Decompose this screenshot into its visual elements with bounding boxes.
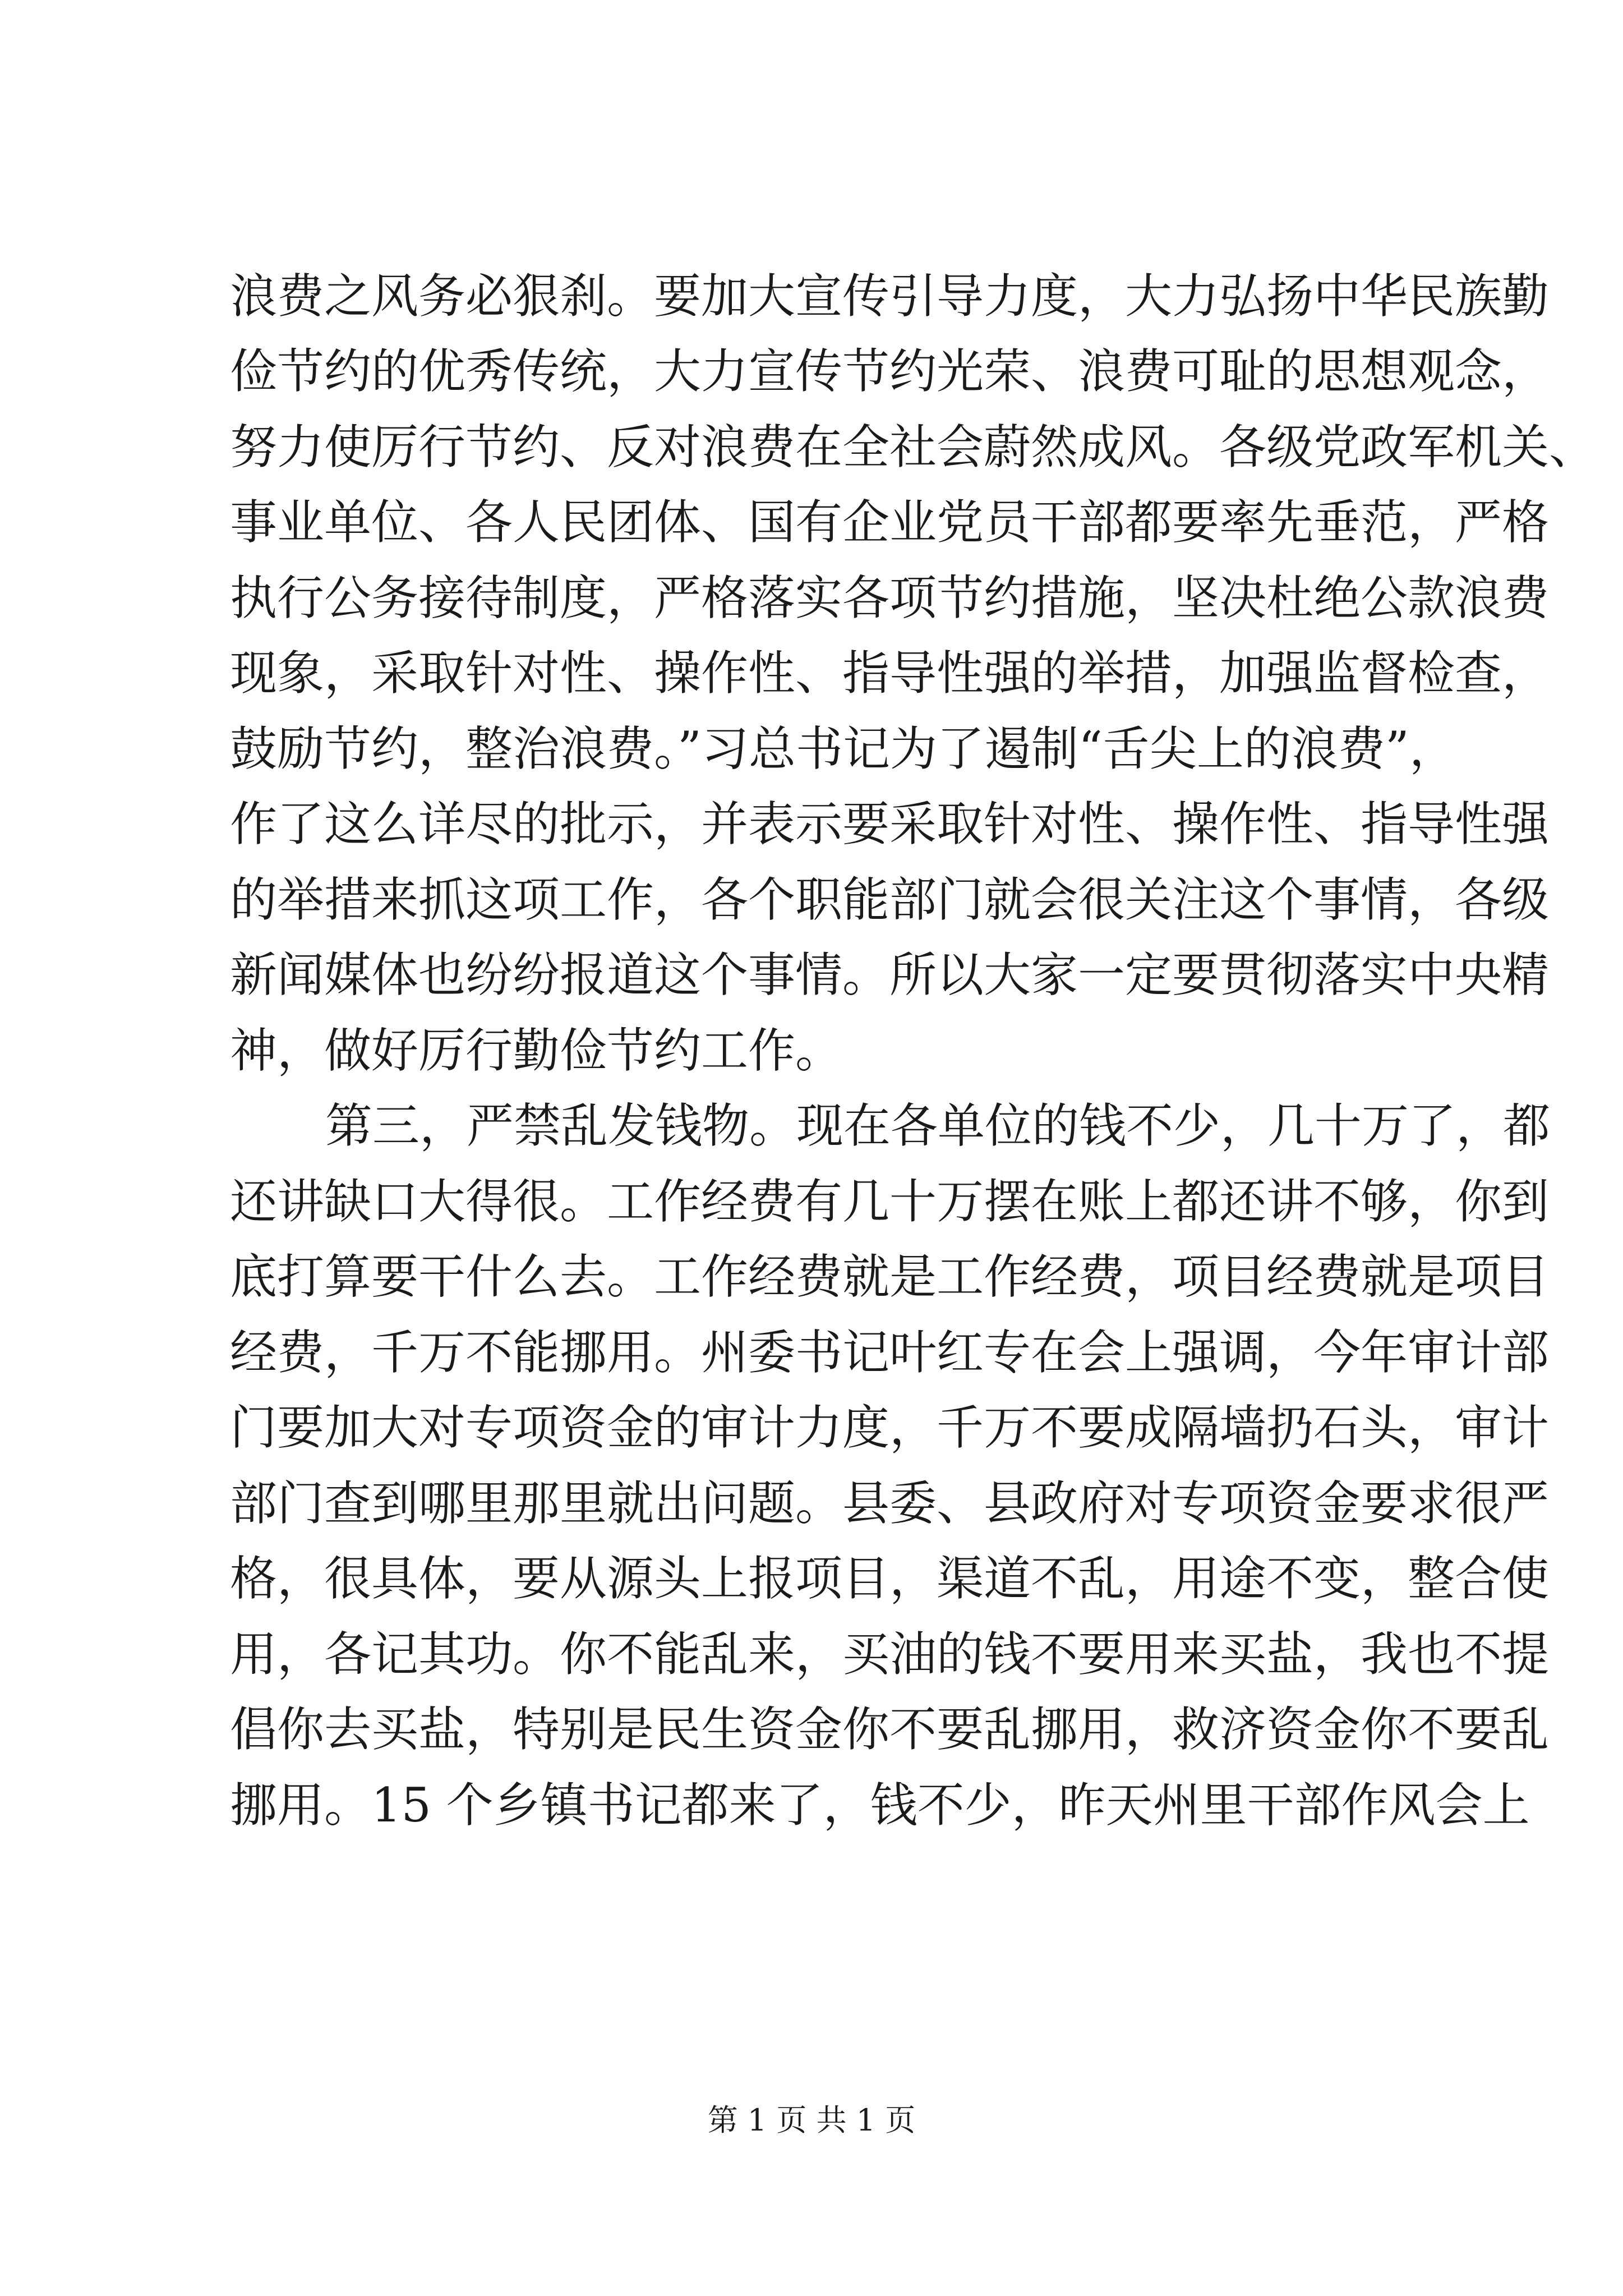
text-line: 新闻媒体也纷纷报道这个事情。所以大家一定要贯彻落实中央精 (230, 947, 1550, 1002)
text-line: 浪费之风务必狠刹。要加大宣传引导力度，大力弘扬中华民族勤 (230, 269, 1550, 324)
text-line: 现象，采取针对性、操作性、指导性强的举措，加强监督检查， (230, 646, 1550, 701)
text-line: 俭节约的优秀传统，大力宣传节约光荣、浪费可耻的思想观念， (230, 344, 1550, 399)
text-line: 挪用。15 个乡镇书记都来了，钱不少，昨天州里干部作风会上 (230, 1778, 1530, 1833)
text-line: 事业单位、各人民团体、国有企业党员干部都要率先垂范，严格 (230, 495, 1550, 550)
text-line: 鼓励节约，整治浪费。”习总书记为了遏制“舌尖上的浪费”， (230, 721, 1456, 776)
page-number-label: 第 1 页 共 1 页 (707, 2102, 916, 2138)
text-line: 的举措来抓这项工作，各个职能部门就会很关注这个事情，各级 (230, 872, 1550, 927)
text-line: 经费，千万不能挪用。州委书记叶红专在会上强调，今年审计部 (230, 1325, 1550, 1380)
text-line: 作了这么详尽的批示，并表示要采取针对性、操作性、指导性强 (230, 797, 1550, 852)
page-footer (0, 2098, 1623, 2143)
text-line: 努力使厉行节约、反对浪费在全社会蔚然成风。各级党政军机关、 (230, 420, 1597, 475)
text-line: 还讲缺口大得很。工作经费有几十万摆在账上都还讲不够，你到 (230, 1174, 1550, 1229)
text-line: 执行公务接待制度，严格落实各项节约措施，坚决杜绝公款浪费 (230, 570, 1550, 625)
text-line: 部门查到哪里那里就出问题。县委、县政府对专项资金要求很严 (230, 1476, 1550, 1531)
text-line: 用，各记其功。你不能乱来，买油的钱不要用来买盐，我也不提 (230, 1627, 1550, 1682)
text-line: 格，很具体，要从源头上报项目，渠道不乱，用途不变，整合使 (230, 1551, 1550, 1606)
text-line: 倡你去买盐，特别是民生资金你不要乱挪用，救济资金你不要乱 (230, 1702, 1550, 1757)
text-line: 神，做好厉行勤俭节约工作。 (230, 1023, 843, 1078)
text-line: 门要加大对专项资金的审计力度，千万不要成隔墙扔石头，审计 (230, 1400, 1550, 1455)
text-line-indented: 第三，严禁乱发钱物。现在各单位的钱不少，几十万了，都 (325, 1098, 1551, 1153)
text-line: 底打算要干什么去。工作经费就是工作经费，项目经费就是项目 (230, 1249, 1550, 1304)
